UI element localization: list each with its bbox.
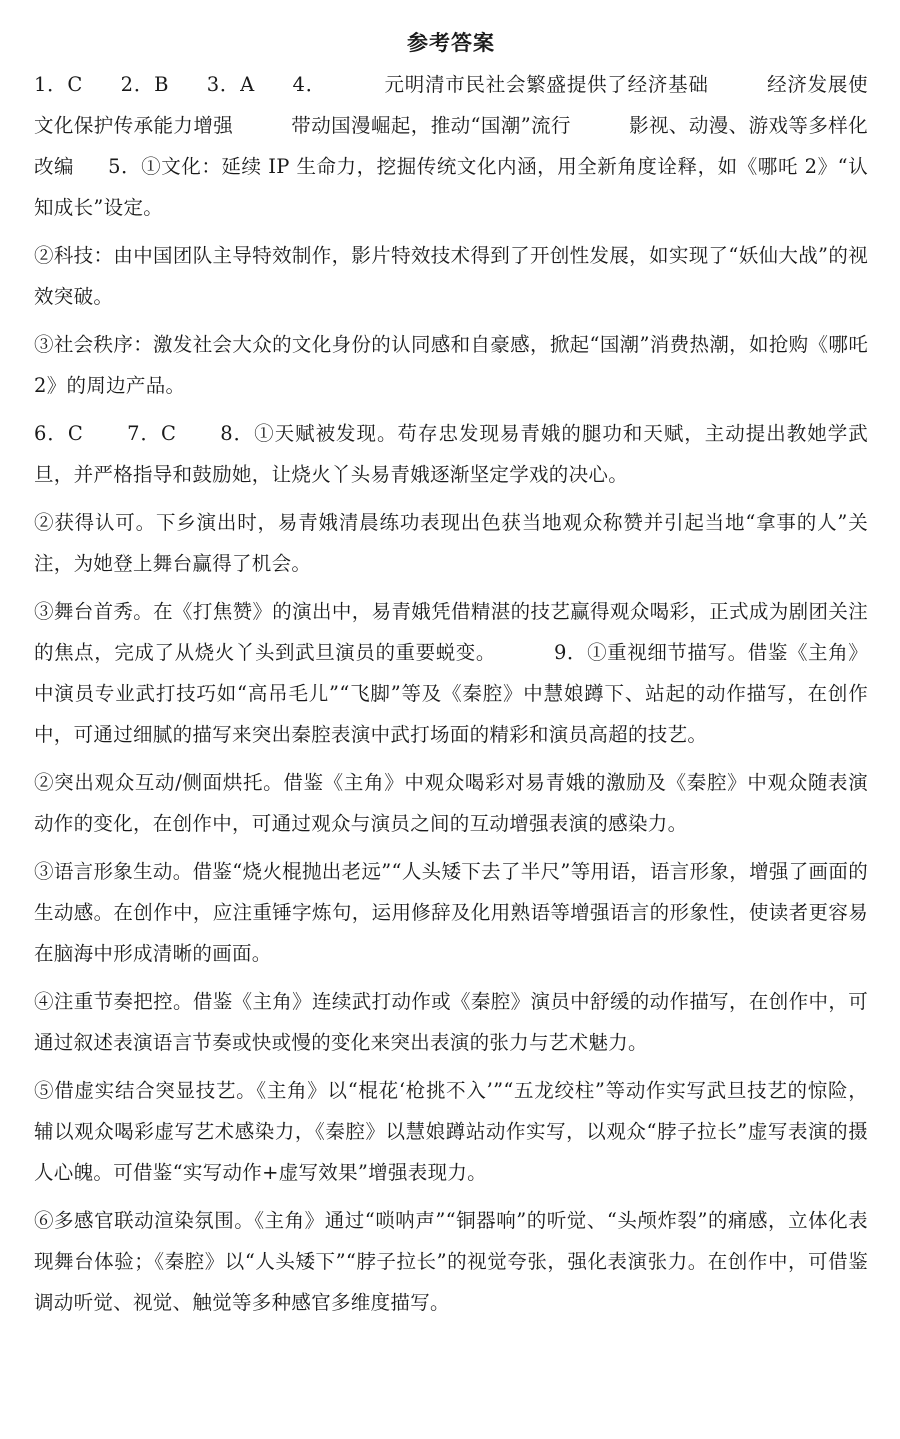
answer-q6: 6．C <box>34 422 84 445</box>
answer-q9-point-5: ⑤借虚实结合突显技艺。《主角》以“棍花‘枪挑不入’”“五龙绞柱”等动作实写武旦技艺的惊险，辅以观众喝彩虚写艺术感染力，《秦腔》以慧娘蹲站动作实写，以观众“脖子拉长”虚写表演的摄人心魄。可借鉴“实写动作+虚写效果”增强表现力。 <box>34 1079 868 1184</box>
answer-q8-label: 8． <box>220 422 255 445</box>
page-title: 参考答案 <box>407 30 495 55</box>
answer-q8-point-1: ①天赋被发现。苟存忠发现易青娥的腿功和天赋，主动提出教她学武旦，并严格指导和鼓励她，让烧火丫头易青娥逐渐坚定学戏的决心。 <box>34 422 868 486</box>
answer-q4-part-3: 带动国漫崛起，推动“国潮”流行 <box>291 114 571 137</box>
answer-q4-part-1: 元明清市民社会繁盛提供了经济基础 <box>383 73 709 96</box>
answer-q7: 7．C <box>127 422 177 445</box>
answer-q5-point-2: ②科技：由中国团队主导特效制作，影片特效技术得到了开创性发展，如实现了“妖仙大战”的视效突破。 <box>34 244 868 308</box>
answer-q8-point-3-and-q9 <box>34 591 868 755</box>
answer-q9-point-6: ⑥多感官联动渲染氛围。《主角》通过“唢呐声”“铜器响”的听觉、“头颅炸裂”的痛感，立体化表现舞台体验；《秦腔》以“人头矮下”“脖子拉长”的视觉夸张，强化表演张力。在创作中，可借鉴调动听觉、视觉、触觉等多种感官多维度描写。 <box>34 1209 868 1314</box>
answer-q5-point-1: ①文化：延续 IP 生命力，挖掘传统文化内涵，用全新角度诠释，如《哪吒 2》“认知成长”设定。 <box>34 155 868 219</box>
answer-q2: 2．B <box>120 73 169 96</box>
answer-q9-point-3: ③语言形象生动。借鉴“烧火棍抛出老远”“人头矮下去了半尺”等用语，语言形象，增强了画面的生动感。在创作中，应注重锤字炼句，运用修辞及化用熟语等增强语言的形象性，使读者更容易在脑海中形成清晰的画面。 <box>34 860 868 965</box>
answers-1-to-5 <box>34 64 868 228</box>
answer-q1: 1．C <box>34 73 83 96</box>
answer-q9-point-1: ①重视细节描写。借鉴《主角》中演员专业武打技巧如“高吊毛儿”“飞脚”等及《秦腔》中慧娘蹲下、站起的动作描写，在创作中，可通过细腻的描写来突出秦腔表演中武打场面的精彩和演员高超的技艺。 <box>34 641 868 746</box>
answer-q5-point-3: ③社会秩序：激发社会大众的文化身份的认同感和自豪感，掀起“国潮”消费热潮，如抢购《哪吒 2》的周边产品。 <box>34 333 868 397</box>
answer-q9-point-2: ②突出观众互动/侧面烘托。借鉴《主角》中观众喝彩对易青娥的激励及《秦腔》中观众随表演动作的变化，在创作中，可通过观众与演员之间的互动增强表演的感染力。 <box>34 771 868 835</box>
answer-q9-label: 9． <box>553 641 588 664</box>
answer-q8-point-3: ③舞台首秀。在《打焦赞》的演出中，易青娥凭借精湛的技艺赢得观众喝彩，正式成为剧团关注的焦点，完成了从烧火丫头到武旦演员的重要蜕变。 <box>34 600 868 664</box>
answer-q4-label: 4． <box>292 73 326 96</box>
answer-q4-part-4: 影视、动漫、游戏等多样化改编 <box>34 114 868 178</box>
answer-q4-part-2: 经济发展使文化保护传承能力增强 <box>34 73 868 137</box>
answer-q8-point-2: ②获得认可。下乡演出时，易青娥清晨练功表现出色获当地观众称赞并引起当地“拿事的人”关注，为她登上舞台赢得了机会。 <box>34 511 868 575</box>
answers-6-to-8 <box>34 413 868 495</box>
answer-q9-point-4: ④注重节奏把控。借鉴《主角》连续武打动作或《秦腔》演员中舒缓的动作描写，在创作中，可通过叙述表演语言节奏或快或慢的变化来突出表演的张力与艺术魅力。 <box>34 990 868 1054</box>
answer-q5-label: 5． <box>108 155 142 178</box>
answer-q3: 3．A <box>206 73 255 96</box>
